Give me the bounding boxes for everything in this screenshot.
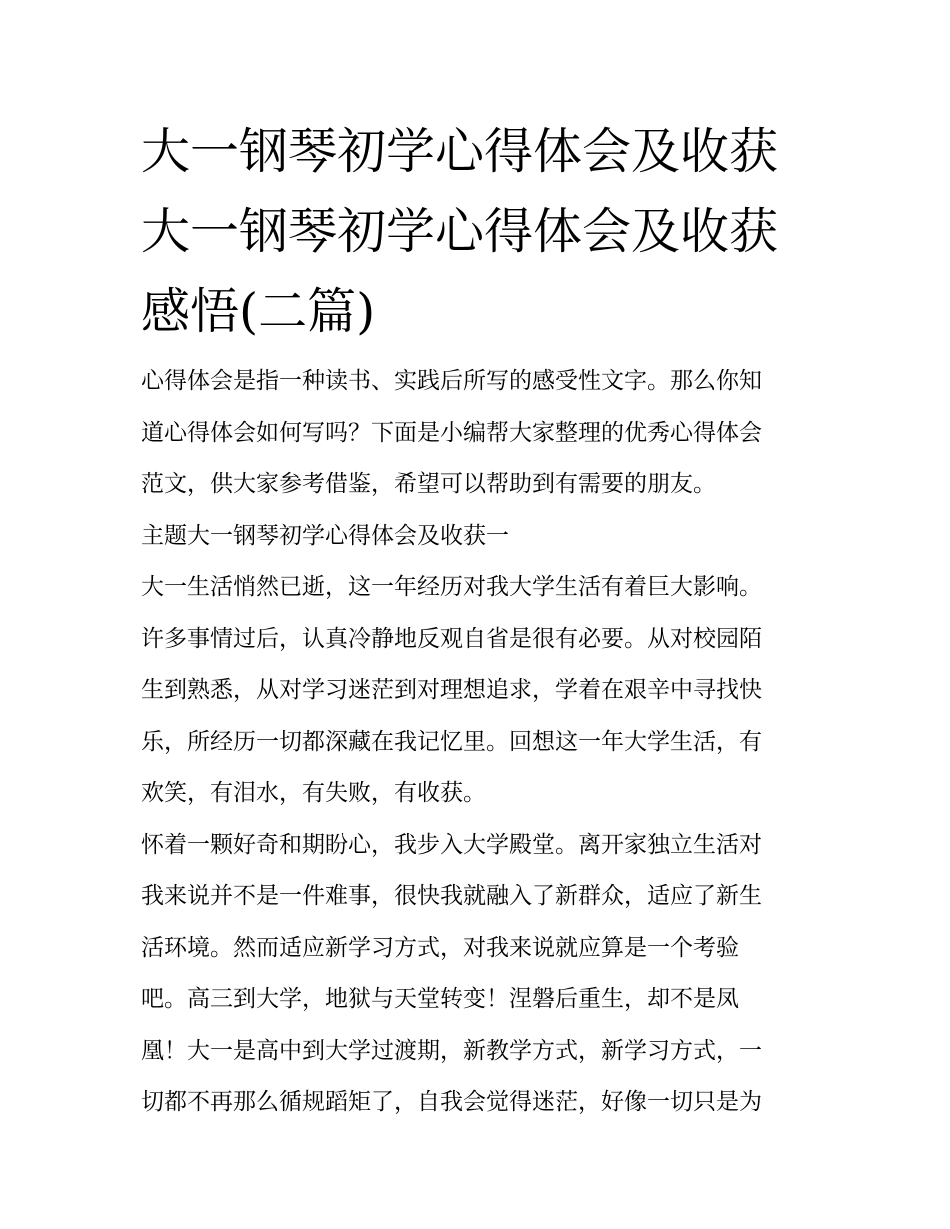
body-line: 心得体会是指一种读书、实践后所写的感受性文字。那么你知 — [141, 368, 762, 394]
document-body — [141, 356, 821, 1129]
body-line: 大一生活悄然已逝，这一年经历对我大学生活有着巨大影响。 — [141, 574, 762, 600]
body-line: 凰！大一是高中到大学过渡期，新教学方式，新学习方式，一 — [141, 1037, 762, 1064]
body-line: 许多事情过后，认真冷静地反观自省是很有必要。从对校园陌 — [141, 625, 762, 652]
body-line: 道心得体会如何写吗？下面是小编帮大家整理的优秀心得体会 — [141, 419, 762, 446]
body-line: 乐，所经历一切都深藏在我记忆里。回想这一年大学生活，有 — [141, 728, 762, 755]
title-line: 大一钢琴初学心得体会及收获 — [141, 203, 779, 260]
body-line: 欢笑，有泪水，有失败，有收获。 — [141, 780, 486, 806]
body-line: 范文，供大家参考借鉴，希望可以帮助到有需要的朋友。 — [141, 471, 716, 497]
body-line: 生到熟悉，从对学习迷茫到对理想追求，学着在艰辛中寻找快 — [141, 677, 762, 703]
title-line: 大一钢琴初学心得体会及收获 — [141, 123, 779, 180]
document-title — [141, 112, 821, 352]
title-line: 感悟(二篇) — [141, 283, 376, 340]
body-line: 怀着一颗好奇和期盼心，我步入大学殿堂。离开家独立生活对 — [141, 831, 762, 858]
body-line: 吧。高三到大学，地狱与天堂转变！涅磐后重生，却不是凤 — [141, 986, 739, 1012]
body-line: 切都不再那么循规蹈矩了，自我会觉得迷茫，好像一切只是为 — [141, 1089, 762, 1115]
body-line: 活环境。然而适应新学习方式，对我来说就应算是一个考验 — [141, 934, 739, 961]
section-heading: 主题大一钢琴初学心得体会及收获一 — [141, 522, 509, 549]
body-line: 我来说并不是一件难事，很快我就融入了新群众，适应了新生 — [141, 883, 762, 909]
